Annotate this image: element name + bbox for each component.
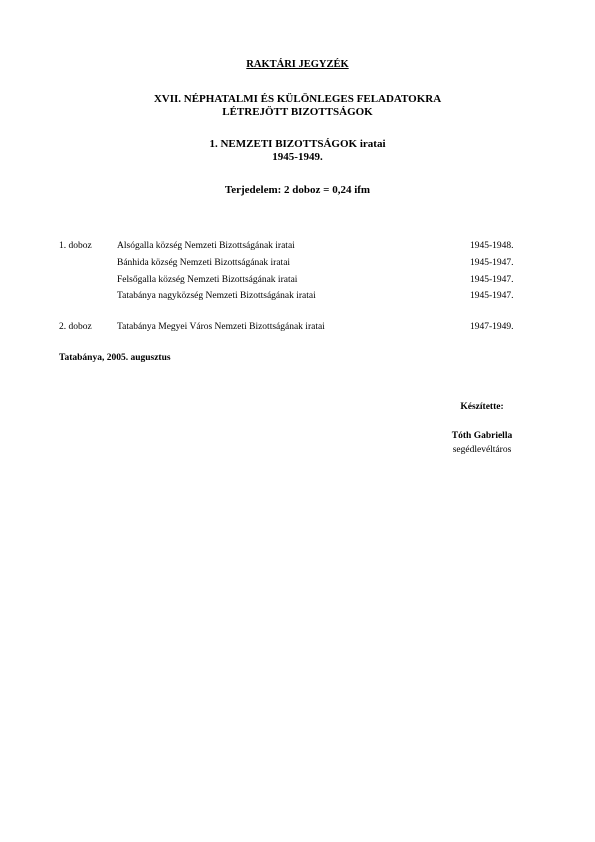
box-label: 1. doboz xyxy=(59,241,92,251)
item-description: Tatabánya nagyközség Nemzeti Bizottságának iratai xyxy=(117,291,316,301)
inventory-row xyxy=(0,256,595,271)
item-description: Felsőgalla község Nemzeti Bizottságának iratai xyxy=(117,275,298,285)
inventory-row xyxy=(0,239,595,254)
item-description: Alsógalla község Nemzeti Bizottságának iratai xyxy=(117,241,295,251)
item-description: Bánhida község Nemzeti Bizottságának iratai xyxy=(117,258,291,268)
item-description: Tatabánya Megyei Város Nemzeti Bizottságának iratai xyxy=(117,322,325,332)
author-role: segédlevéltáros xyxy=(452,445,512,455)
item-years: 1945-1947. xyxy=(470,275,514,285)
inventory-row xyxy=(0,320,595,335)
prepared-by-label: Készítette: xyxy=(460,402,504,412)
extent-line: Terjedelem: 2 doboz = 0,24 ifm xyxy=(224,184,371,196)
subsection-date-range: 1945-1949. xyxy=(272,151,323,163)
subsection-title xyxy=(0,138,595,164)
place-and-date: Tatabánya, 2005. augusztus xyxy=(59,353,171,363)
subsection-title-line-1: 1. NEMZETI BIZOTTSÁGOK iratai xyxy=(209,138,386,150)
inventory-row xyxy=(0,273,595,288)
item-years: 1947-1949. xyxy=(470,322,514,332)
item-years: 1945-1947. xyxy=(470,258,514,268)
section-title xyxy=(0,93,595,119)
item-years: 1945-1947. xyxy=(470,291,514,301)
box-label: 2. doboz xyxy=(59,322,92,332)
author-name: Tóth Gabriella xyxy=(451,431,513,441)
section-title-line-1: XVII. NÉPHATALMI ÉS KÜLÖNLEGES FELADATOKRA xyxy=(153,93,442,105)
inventory-row xyxy=(0,289,595,304)
item-years: 1945-1948. xyxy=(470,241,514,251)
document-title: RAKTÁRI JEGYZÉK xyxy=(246,59,349,70)
section-title-line-2: LÉTREJÖTT BIZOTTSÁGOK xyxy=(222,106,373,118)
